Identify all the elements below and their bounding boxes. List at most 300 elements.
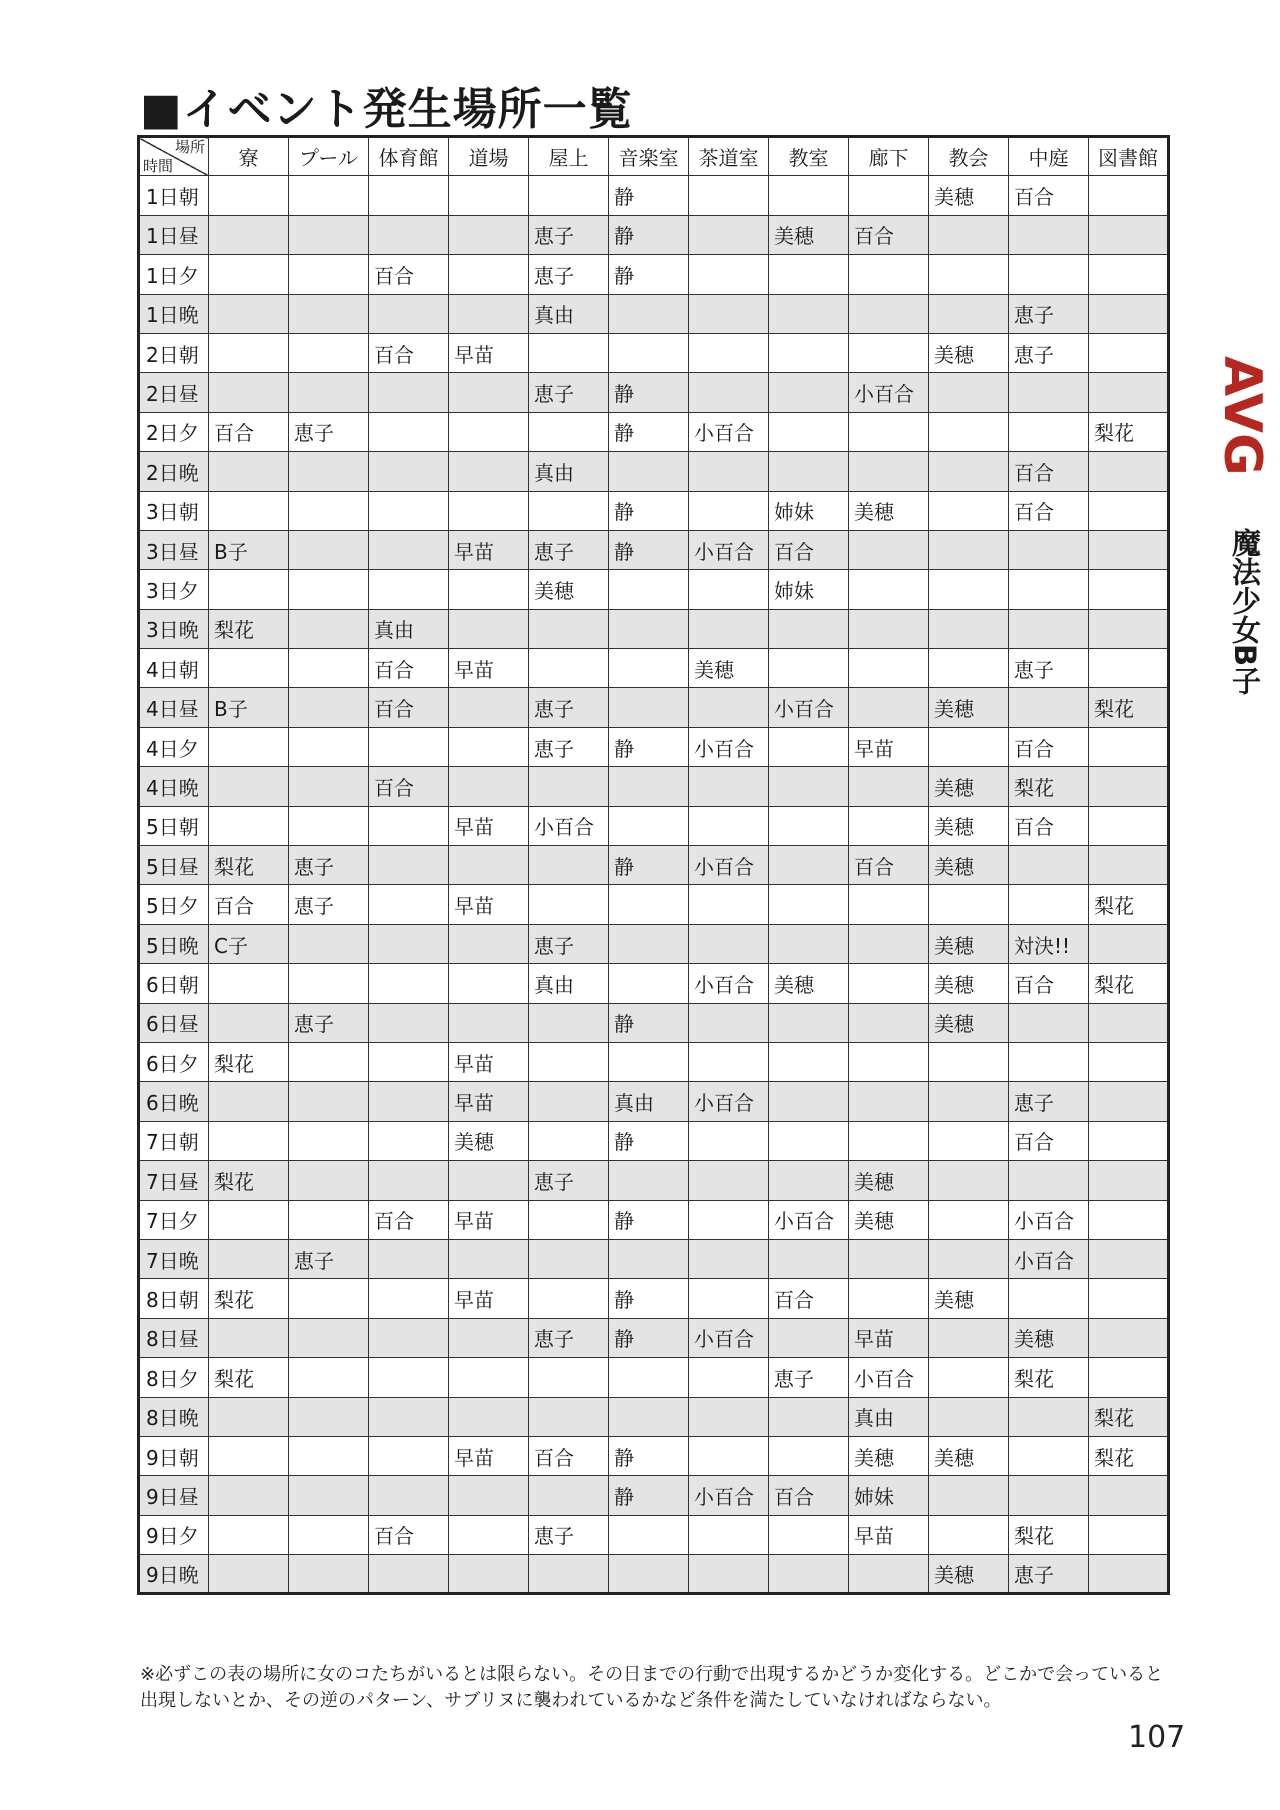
table-cell: 恵子 — [1009, 294, 1089, 333]
table-cell — [369, 1358, 449, 1397]
table-cell: 恵子 — [529, 373, 609, 412]
table-cell — [849, 806, 929, 845]
column-header: 寮 — [209, 137, 289, 176]
table-cell — [369, 570, 449, 609]
table-cell — [849, 649, 929, 688]
table-cell: 早苗 — [449, 806, 529, 845]
table-cell — [929, 1358, 1009, 1397]
table-cell — [769, 1042, 849, 1081]
table-cell — [529, 1200, 609, 1239]
table-row — [139, 530, 1169, 569]
table-cell: 梨花 — [1089, 688, 1169, 727]
table-row — [139, 333, 1169, 372]
time-cell: 9日夕 — [139, 1515, 209, 1554]
table-cell: 恵子 — [289, 1003, 369, 1042]
table-row — [139, 412, 1169, 451]
table-cell: 小百合 — [689, 412, 769, 451]
table-cell — [609, 1161, 689, 1200]
table-cell — [449, 688, 529, 727]
time-cell: 7日朝 — [139, 1121, 209, 1160]
table-cell — [849, 767, 929, 806]
table-cell — [209, 294, 289, 333]
table-cell — [769, 255, 849, 294]
table-cell: 梨花 — [209, 1042, 289, 1081]
table-cell — [689, 767, 769, 806]
table-row — [139, 649, 1169, 688]
table-cell — [849, 412, 929, 451]
time-cell: 2日晩 — [139, 452, 209, 491]
table-cell — [769, 1397, 849, 1436]
table-cell — [529, 846, 609, 885]
table-cell — [289, 176, 369, 215]
time-cell: 5日昼 — [139, 846, 209, 885]
time-cell: 5日夕 — [139, 885, 209, 924]
time-cell: 6日夕 — [139, 1042, 209, 1081]
table-cell — [369, 412, 449, 451]
table-cell: 百合 — [769, 1476, 849, 1515]
table-cell: 真由 — [849, 1397, 929, 1436]
table-cell — [689, 491, 769, 530]
table-cell — [449, 924, 529, 963]
table-cell — [529, 609, 609, 648]
table-cell — [1089, 373, 1169, 412]
table-cell: 姉妹 — [769, 570, 849, 609]
table-cell — [1009, 609, 1089, 648]
table-cell: 百合 — [1009, 491, 1089, 530]
table-row — [139, 885, 1169, 924]
table-cell — [689, 1200, 769, 1239]
table-row — [139, 294, 1169, 333]
table-cell: 早苗 — [449, 649, 529, 688]
table-cell: 恵子 — [289, 885, 369, 924]
table-cell — [929, 1397, 1009, 1436]
table-cell: 美穂 — [929, 333, 1009, 372]
table-cell — [609, 1515, 689, 1554]
table-cell — [209, 1121, 289, 1160]
table-cell — [609, 924, 689, 963]
table-cell — [449, 964, 529, 1003]
table-cell — [1089, 1318, 1169, 1357]
table-cell — [689, 1397, 769, 1436]
table-cell: 姉妹 — [769, 491, 849, 530]
time-cell: 1日晩 — [139, 294, 209, 333]
table-row — [139, 688, 1169, 727]
table-cell — [209, 1200, 289, 1239]
table-cell: 梨花 — [1089, 1397, 1169, 1436]
table-cell: 美穂 — [529, 570, 609, 609]
column-header: 教会 — [929, 137, 1009, 176]
table-cell — [929, 1042, 1009, 1081]
table-cell — [1089, 333, 1169, 372]
table-row — [139, 609, 1169, 648]
table-cell — [289, 1555, 369, 1594]
table-cell — [769, 649, 849, 688]
table-cell: 小百合 — [769, 1200, 849, 1239]
table-cell — [929, 452, 1009, 491]
table-cell — [1089, 924, 1169, 963]
table-cell — [289, 1082, 369, 1121]
table-cell: 梨花 — [1009, 1515, 1089, 1554]
table-cell — [929, 1200, 1009, 1239]
table-cell: 早苗 — [449, 530, 529, 569]
table-cell — [529, 1358, 609, 1397]
table-row — [139, 924, 1169, 963]
table-cell: 百合 — [209, 885, 289, 924]
time-cell: 3日朝 — [139, 491, 209, 530]
table-cell — [289, 1279, 369, 1318]
table-row — [139, 1476, 1169, 1515]
table-cell — [609, 885, 689, 924]
table-cell — [289, 491, 369, 530]
table-cell: B子 — [209, 530, 289, 569]
table-cell — [689, 1436, 769, 1475]
table-cell — [1089, 1515, 1169, 1554]
table-cell: 美穂 — [929, 1436, 1009, 1475]
table-cell — [209, 1515, 289, 1554]
table-cell — [289, 294, 369, 333]
table-cell — [449, 373, 529, 412]
table-cell: 小百合 — [689, 727, 769, 766]
time-cell: 8日夕 — [139, 1358, 209, 1397]
table-cell — [849, 688, 929, 727]
table-cell — [369, 294, 449, 333]
table-cell — [369, 964, 449, 1003]
table-cell — [369, 924, 449, 963]
table-cell — [849, 1003, 929, 1042]
table-cell — [689, 294, 769, 333]
table-cell: C子 — [209, 924, 289, 963]
table-cell: 早苗 — [449, 1200, 529, 1239]
table-cell — [1089, 1161, 1169, 1200]
table-cell: B子 — [209, 688, 289, 727]
table-cell: 真由 — [529, 964, 609, 1003]
table-cell: 早苗 — [449, 885, 529, 924]
table-cell: 百合 — [1009, 176, 1089, 215]
side-genre-label: AVG — [1212, 356, 1272, 476]
table-cell — [289, 767, 369, 806]
table-cell — [609, 1555, 689, 1594]
table-cell: 真由 — [609, 1082, 689, 1121]
corner-location-label: 場所 — [174, 138, 205, 156]
table-cell — [609, 688, 689, 727]
table-cell: 恵子 — [529, 924, 609, 963]
table-cell — [1009, 530, 1089, 569]
table-cell — [209, 176, 289, 215]
table-cell — [689, 1515, 769, 1554]
time-cell: 8日昼 — [139, 1318, 209, 1357]
table-cell — [1089, 1042, 1169, 1081]
table-cell — [609, 1397, 689, 1436]
table-cell — [1009, 846, 1089, 885]
table-cell — [449, 215, 529, 254]
table-cell: 恵子 — [529, 727, 609, 766]
table-cell — [1009, 255, 1089, 294]
table-cell — [609, 1358, 689, 1397]
table-cell — [689, 688, 769, 727]
table-cell — [369, 1121, 449, 1160]
table-cell — [369, 885, 449, 924]
table-cell — [289, 727, 369, 766]
column-header: 茶道室 — [689, 137, 769, 176]
table-cell: 百合 — [369, 688, 449, 727]
time-cell: 1日夕 — [139, 255, 209, 294]
table-cell — [689, 373, 769, 412]
table-cell — [529, 1121, 609, 1160]
table-row — [139, 570, 1169, 609]
table-cell: 百合 — [1009, 964, 1089, 1003]
table-cell — [609, 964, 689, 1003]
table-cell — [289, 688, 369, 727]
table-cell: 真由 — [529, 452, 609, 491]
table-cell: 美穂 — [849, 1200, 929, 1239]
table-cell: 美穂 — [929, 924, 1009, 963]
table-cell: 小百合 — [529, 806, 609, 845]
table-cell — [1009, 412, 1089, 451]
event-location-table — [137, 135, 1170, 1595]
table-cell — [929, 530, 1009, 569]
table-cell — [849, 885, 929, 924]
table-cell — [449, 1397, 529, 1436]
table-cell — [769, 885, 849, 924]
table-cell — [289, 255, 369, 294]
table-cell — [929, 255, 1009, 294]
table-cell: 百合 — [849, 846, 929, 885]
table-cell — [449, 570, 529, 609]
table-cell: 梨花 — [1089, 964, 1169, 1003]
table-cell: 美穂 — [929, 688, 1009, 727]
table-cell — [529, 333, 609, 372]
table-row — [139, 1003, 1169, 1042]
table-cell — [529, 1082, 609, 1121]
table-cell: 百合 — [369, 1200, 449, 1239]
table-cell: 静 — [609, 176, 689, 215]
table-cell — [1089, 530, 1169, 569]
table-cell: 小百合 — [689, 1082, 769, 1121]
table-cell: 小百合 — [1009, 1200, 1089, 1239]
table-cell — [769, 412, 849, 451]
time-cell: 4日朝 — [139, 649, 209, 688]
table-cell — [449, 1476, 529, 1515]
table-cell — [369, 1476, 449, 1515]
table-cell: 美穂 — [929, 1279, 1009, 1318]
table-row — [139, 1397, 1169, 1436]
table-cell — [529, 1239, 609, 1278]
table-cell — [529, 1397, 609, 1436]
time-cell: 2日夕 — [139, 412, 209, 451]
time-cell: 9日昼 — [139, 1476, 209, 1515]
time-cell: 6日晩 — [139, 1082, 209, 1121]
table-cell — [609, 570, 689, 609]
table-cell — [369, 846, 449, 885]
table-cell — [369, 1318, 449, 1357]
table-cell: 百合 — [529, 1436, 609, 1475]
table-cell — [849, 452, 929, 491]
time-cell: 4日晩 — [139, 767, 209, 806]
table-cell — [929, 727, 1009, 766]
table-cell — [849, 1555, 929, 1594]
table-cell — [1089, 1555, 1169, 1594]
table-cell: 美穂 — [849, 1436, 929, 1475]
table-cell: 恵子 — [1009, 333, 1089, 372]
table-cell: 美穂 — [769, 215, 849, 254]
table-header-row — [139, 137, 1169, 176]
table-cell — [289, 452, 369, 491]
table-cell: 小百合 — [1009, 1239, 1089, 1278]
table-cell: 早苗 — [849, 1515, 929, 1554]
table-cell: 恵子 — [1009, 1555, 1089, 1594]
time-cell: 8日晩 — [139, 1397, 209, 1436]
table-cell — [209, 767, 289, 806]
table-cell — [769, 1239, 849, 1278]
table-cell: 小百合 — [689, 964, 769, 1003]
table-cell: 美穂 — [929, 1555, 1009, 1594]
table-cell — [289, 1476, 369, 1515]
table-cell: 静 — [609, 1436, 689, 1475]
table-cell — [689, 176, 769, 215]
table-cell — [369, 215, 449, 254]
table-cell — [609, 649, 689, 688]
table-cell — [769, 1318, 849, 1357]
table-cell — [769, 176, 849, 215]
table-cell: 恵子 — [1009, 649, 1089, 688]
column-header: 廊下 — [849, 137, 929, 176]
table-cell: 早苗 — [449, 1279, 529, 1318]
table-cell — [449, 176, 529, 215]
table-cell: 梨花 — [1009, 767, 1089, 806]
table-cell — [209, 491, 289, 530]
table-cell — [929, 649, 1009, 688]
table-cell: 静 — [609, 412, 689, 451]
table-cell: 百合 — [1009, 806, 1089, 845]
table-cell — [929, 885, 1009, 924]
table-cell — [449, 1358, 529, 1397]
column-header: プール — [289, 137, 369, 176]
table-cell: 恵子 — [1009, 1082, 1089, 1121]
table-cell — [1089, 1082, 1169, 1121]
table-cell — [929, 1515, 1009, 1554]
table-cell: 百合 — [369, 1515, 449, 1554]
table-cell: 恵子 — [289, 1239, 369, 1278]
table-cell — [369, 1436, 449, 1475]
table-cell: 梨花 — [209, 1279, 289, 1318]
table-cell — [769, 294, 849, 333]
table-cell: 百合 — [209, 412, 289, 451]
table-cell — [1089, 846, 1169, 885]
table-cell — [449, 609, 529, 648]
table-cell — [529, 1476, 609, 1515]
table-cell: 百合 — [369, 255, 449, 294]
table-row — [139, 1515, 1169, 1554]
table-cell — [689, 1161, 769, 1200]
table-cell — [689, 215, 769, 254]
table-cell: 美穂 — [929, 964, 1009, 1003]
table-cell: 静 — [609, 1279, 689, 1318]
table-cell: 梨花 — [1009, 1358, 1089, 1397]
footnote: ※必ずこの表の場所に女のコたちがいるとは限らない。その日までの行動で出現するかどうか変化する。どこかで会っていると出現しないとか、その逆のパターン、サブリヌに襲われているかなど条件を満たしていなければならない。 — [140, 1664, 1164, 1711]
table-row — [139, 1555, 1169, 1594]
table-cell — [929, 1082, 1009, 1121]
table-row — [139, 846, 1169, 885]
table-cell — [209, 1397, 289, 1436]
table-cell: 早苗 — [849, 727, 929, 766]
table-cell — [449, 255, 529, 294]
table-cell — [929, 570, 1009, 609]
table-cell: 美穂 — [929, 806, 1009, 845]
time-cell: 3日晩 — [139, 609, 209, 648]
table-cell — [369, 1555, 449, 1594]
table-cell — [209, 806, 289, 845]
table-row — [139, 1082, 1169, 1121]
table-cell — [529, 491, 609, 530]
table-cell — [769, 373, 849, 412]
table-cell — [449, 1161, 529, 1200]
table-cell — [609, 452, 689, 491]
table-cell — [449, 294, 529, 333]
table-cell — [769, 1082, 849, 1121]
table-cell: 恵子 — [529, 1161, 609, 1200]
table-cell: 小百合 — [689, 846, 769, 885]
table-cell — [849, 176, 929, 215]
time-cell: 7日昼 — [139, 1161, 209, 1200]
table-cell: 早苗 — [449, 1082, 529, 1121]
table-cell: 静 — [609, 1318, 689, 1357]
table-row — [139, 1121, 1169, 1160]
table-cell: 恵子 — [529, 1515, 609, 1554]
table-cell — [849, 255, 929, 294]
table-cell — [609, 294, 689, 333]
table-cell — [849, 964, 929, 1003]
table-cell — [209, 1318, 289, 1357]
table-cell — [1009, 1436, 1089, 1475]
table-cell: 恵子 — [529, 1318, 609, 1357]
table-row — [139, 373, 1169, 412]
table-cell — [289, 215, 369, 254]
table-cell — [1009, 688, 1089, 727]
table-cell: 梨花 — [209, 1358, 289, 1397]
table-row — [139, 1318, 1169, 1357]
table-cell — [209, 1082, 289, 1121]
table-cell: 小百合 — [769, 688, 849, 727]
table-cell — [849, 924, 929, 963]
table-cell — [1089, 176, 1169, 215]
table-cell — [1089, 491, 1169, 530]
table-cell: 小百合 — [849, 373, 929, 412]
table-cell — [689, 1358, 769, 1397]
page-title: ■イベント発生場所一覧 — [140, 84, 633, 135]
time-cell: 8日朝 — [139, 1279, 209, 1318]
table-cell — [689, 1239, 769, 1278]
time-cell: 6日朝 — [139, 964, 209, 1003]
table-cell: 恵子 — [529, 530, 609, 569]
table-cell — [289, 333, 369, 372]
table-cell: 梨花 — [209, 1161, 289, 1200]
table-row — [139, 767, 1169, 806]
table-cell — [769, 1436, 849, 1475]
table-cell: 静 — [609, 1003, 689, 1042]
table-cell — [849, 1239, 929, 1278]
table-cell — [769, 806, 849, 845]
table-cell — [689, 885, 769, 924]
table-cell — [769, 846, 849, 885]
table-cell — [1009, 1003, 1089, 1042]
time-cell: 1日朝 — [139, 176, 209, 215]
table-cell — [529, 412, 609, 451]
table-cell: 百合 — [369, 333, 449, 372]
table-cell: 美穂 — [769, 964, 849, 1003]
table-cell — [1089, 806, 1169, 845]
table-cell — [849, 294, 929, 333]
table-cell — [209, 255, 289, 294]
